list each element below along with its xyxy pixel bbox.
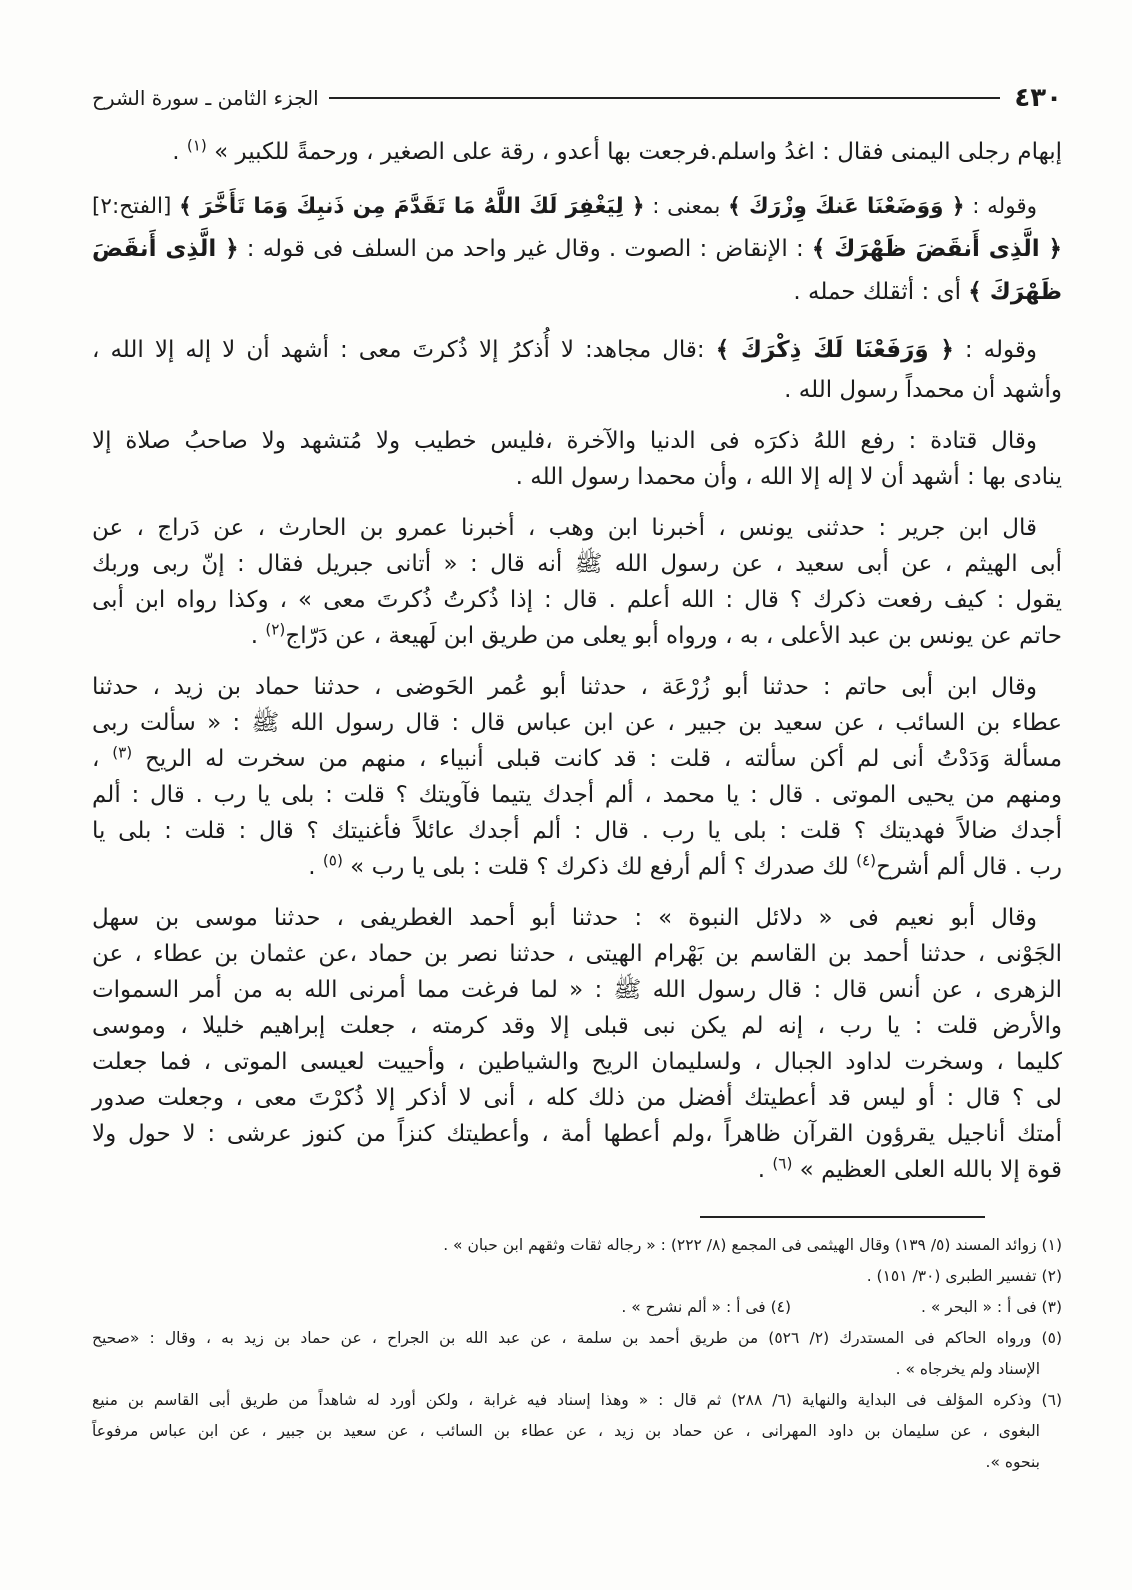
text-line: عطاء بن السائب ، عن سعيد بن جبير ، عن ابن عباس قال : قال رسول الله ﷺ : « سألت ربى — [92, 710, 1062, 736]
text-line: حاتم عن يونس بن عبد الأعلى ، به ، ورواه أبو يعلى من طريق ابن لَهيعة ، عن دَرّاج$^{(٢)}$ . — [250, 620, 1062, 649]
text-line: وقال أبو نعيم فى « دلائل النبوة » : حدثنا أبو أحمد الغطريفى ، حدثنا موسى بن سهل — [92, 905, 1037, 931]
footnote-line: (١) زوائد المسند (٥/ ١٣٩) وقال الهيثمى فى المجمع (٨/ ٢٢٢) : « رجاله ثقات وثقهم ابن حبان » . — [443, 1236, 1062, 1254]
quran-verse: ﴿ وَوَضَعْنَا عَنكَ وِزْرَكَ ﴾ — [728, 194, 965, 219]
text-line: وقوله : ﴿ وَوَضَعْنَا عَنكَ وِزْرَكَ ﴾ بمعنى : ﴿ لِيَغْفِرَ لَكَ اللَّهُ مَا تَقَدَّمَ مِن ذَنبِكَ وَمَا تَأَخَّرَ ﴾ [الفتح:٢] — [92, 194, 1038, 219]
text-line: أمتك أناجيل يقرؤون القرآن ظاهراً ،ولم أعطها أمة ، وأعطيتك كنزاً من كنوز عرشى : لا حول ولا — [92, 1121, 1062, 1147]
text-line: وقال قتادة : رفع اللهُ ذكرَه فى الدنيا والآخرة ،فليس خطيب ولا مُتشهد ولا صاحبُ صلاة إلا — [92, 428, 1037, 454]
footnote-line: (٦) وذكره المؤلف فى البداية والنهاية (٦/ ٢٨٨) ثم قال : « وهذا إسناد فيه غرابة ، ولكن أورد له شاهداً من طريق أبى القاسم بن منيع — [92, 1391, 1062, 1409]
running-header — [92, 78, 1062, 118]
text-line: الزهرى ، عن أنس قال : قال رسول الله ﷺ : « لما فرغت مما أمرنى الله به من أمر السموات — [92, 977, 1062, 1003]
text-line: رب . قال ألم أشرح$^{(٤)}$ لك صدرك ؟ ألم أرفع لك ذكرك ؟ قلت : بلى يا رب » $^{(٥)}$ . — [308, 851, 1062, 880]
footnote-line: بنحوه ». — [985, 1453, 1040, 1471]
text-line: إبهام رجلى اليمنى فقال : اغدُ واسلم.فرجعت بها أعدو ، رقة على الصغير ، ورحمةً للكبير » $^{(١)}$ . — [172, 136, 1062, 165]
text-line: ﴿ الَّذِى أَنقَضَ ظَهْرَكَ ﴾ : الإنقاض : الصوت . وقال غير واحد من السلف فى قوله : ﴿ الَّذِى أَنقَضَ — [92, 236, 1062, 262]
paragraph — [92, 329, 1062, 408]
text-line: لى ؟ قال : أو ليس قد أعطيتك أفضل من ذلك كله ، أنى لا أذكر إلا ذُكرْتَ معى ، وجعلت صدور — [92, 1085, 1062, 1111]
quran-verse: ﴿ لِيَغْفِرَ لَكَ اللَّهُ مَا تَقَدَّمَ مِن ذَنبِكَ وَمَا تَأَخَّرَ ﴾ — [179, 194, 645, 219]
footnote-ref: (٥) — [322, 851, 343, 870]
text-line: أبى الهيثم ، عن أبى سعيد ، عن رسول الله ﷺ أنه قال : « أتانى جبريل فقال : إنّ ربى وربك — [92, 551, 1062, 577]
running-title: الجزء الثامن ـ سورة الشرح — [92, 86, 319, 110]
footnote-line: الإسناد ولم يخرجاه » . — [895, 1360, 1040, 1378]
footnote: (٣) فى أ : « البحر » . — [921, 1298, 1062, 1316]
text-line: وقال ابن أبى حاتم : حدثنا أبو زُرْعَة ، حدثنا أبو عُمر الحَوضى ، حدثنا حماد بن زيد ، حدثنا — [92, 674, 1037, 700]
paragraph — [92, 669, 1062, 885]
text-line: وأشهد أن محمداً رسول الله . — [784, 377, 1062, 403]
header-rule — [329, 97, 1001, 99]
paragraph — [92, 900, 1062, 1188]
text-line: كليما ، وسخرت لداود الجبال ، ولسليمان الريح والشياطين ، وأحييت لعيسى الموتى ، فما جعلت — [92, 1049, 1062, 1075]
footnote-ref: (٢) — [265, 620, 286, 639]
paragraph — [92, 134, 1062, 170]
paragraph — [92, 510, 1062, 654]
main-text — [92, 134, 1062, 1188]
footnote-ref: (٣) — [112, 743, 133, 762]
text-line: وقوله : ﴿ وَرَفَعْنَا لَكَ ذِكْرَكَ ﴾ :قال مجاهد: لا أُذكرُ إلا ذُكرتَ معى : أشهد أن لا إله إلا الله ، — [92, 337, 1037, 363]
quran-verse: ﴿ الَّذِى أَنقَضَ ظَهْرَكَ ﴾ — [811, 236, 1062, 262]
text-line: والأرض قلت : يا رب ، إنه لم يكن نبى قبلى إلا وقد كرمته ، جعلت إبراهيم خليلا ، وموسى — [92, 1013, 1062, 1039]
footnote-line: (٢) تفسير الطبرى (٣٠/ ١٥١) . — [866, 1267, 1062, 1285]
text-line: ينادى بها : أشهد أن لا إله إلا الله ، وأن محمدا رسول الله . — [515, 464, 1062, 490]
footnote-separator — [700, 1216, 985, 1218]
footnote — [92, 1261, 1062, 1292]
footnote-ref: (٤) — [856, 851, 877, 870]
paragraph — [92, 185, 1062, 314]
quran-verse: ظَهْرَكَ ﴾ — [968, 279, 1062, 305]
footnote: (٤) فى أ : « ألم نشرح » . — [621, 1298, 792, 1316]
text-line: يقول : كيف رفعت ذكرك ؟ قال : الله أعلم . قال : إذا ذُكرتُ ذُكرتَ معى » ، وكذا رواه ابن أبى — [92, 587, 1062, 613]
footnote — [92, 1323, 1062, 1385]
text-line: قال ابن جرير : حدثنى يونس ، أخبرنا ابن وهب ، أخبرنا عمرو بن الحارث ، عن دَراج ، عن — [92, 515, 1037, 541]
text-line: قوة إلا بالله العلى العظيم » $^{(٦)}$ . — [757, 1154, 1062, 1183]
footnote-row — [92, 1292, 1062, 1323]
footnote-ref: (١) — [186, 136, 207, 155]
quran-verse: ﴿ الَّذِى أَنقَضَ — [92, 236, 239, 262]
footnote-line: (٥) ورواه الحاكم فى المستدرك (٢/ ٥٢٦) من طريق أحمد بن سلمة ، عن عبد الله بن الجراح ، عن حماد بن زيد به ، وقال : «صحيح — [92, 1329, 1062, 1347]
footnote — [92, 1230, 1062, 1261]
footnote — [92, 1385, 1062, 1478]
footnote-ref: (٦) — [772, 1154, 793, 1173]
text-line: مسألة وَدَدْتُ أنى لم أكن سألته ، قلت : قد كانت قبلى أنبياء ، منهم من سخرت له الريح $^{(٣)}$ ، — [92, 743, 1063, 772]
text-line: أجدك ضالاً فهديتك ؟ قلت : بلى يا رب . قال : ألم أجدك عائلاً فأغنيتك ؟ قال : قلت : بلى يا — [92, 818, 1062, 844]
footnote-line: البغوى ، عن سليمان بن داود المهرانى ، عن حماد بن زيد ، عن عطاء بن السائب ، عن سعيد بن جبير ، عن ابن عباس مرفوعاً — [92, 1422, 1040, 1440]
paragraph — [92, 423, 1062, 495]
text-line: ومنهم من يحيى الموتى . قال : يا محمد ، ألم أجدك يتيما فآويتك ؟ قلت : بلى يا رب . قال : ألم — [92, 782, 1062, 808]
footnotes — [92, 1230, 1062, 1478]
text-line: ظَهْرَكَ ﴾ أى : أثقلك حمله . — [793, 279, 1062, 305]
quran-verse: ﴿ وَرَفَعْنَا لَكَ ذِكْرَكَ ﴾ — [715, 337, 954, 363]
page-number: ٤٣٠ — [1014, 83, 1062, 113]
text-line: الجَوْنى ، حدثنا أحمد بن القاسم بن بَهْرام الهيتى ، حدثنا نصر بن حماد ،عن عثمان بن عطاء ، عن — [92, 941, 1062, 967]
